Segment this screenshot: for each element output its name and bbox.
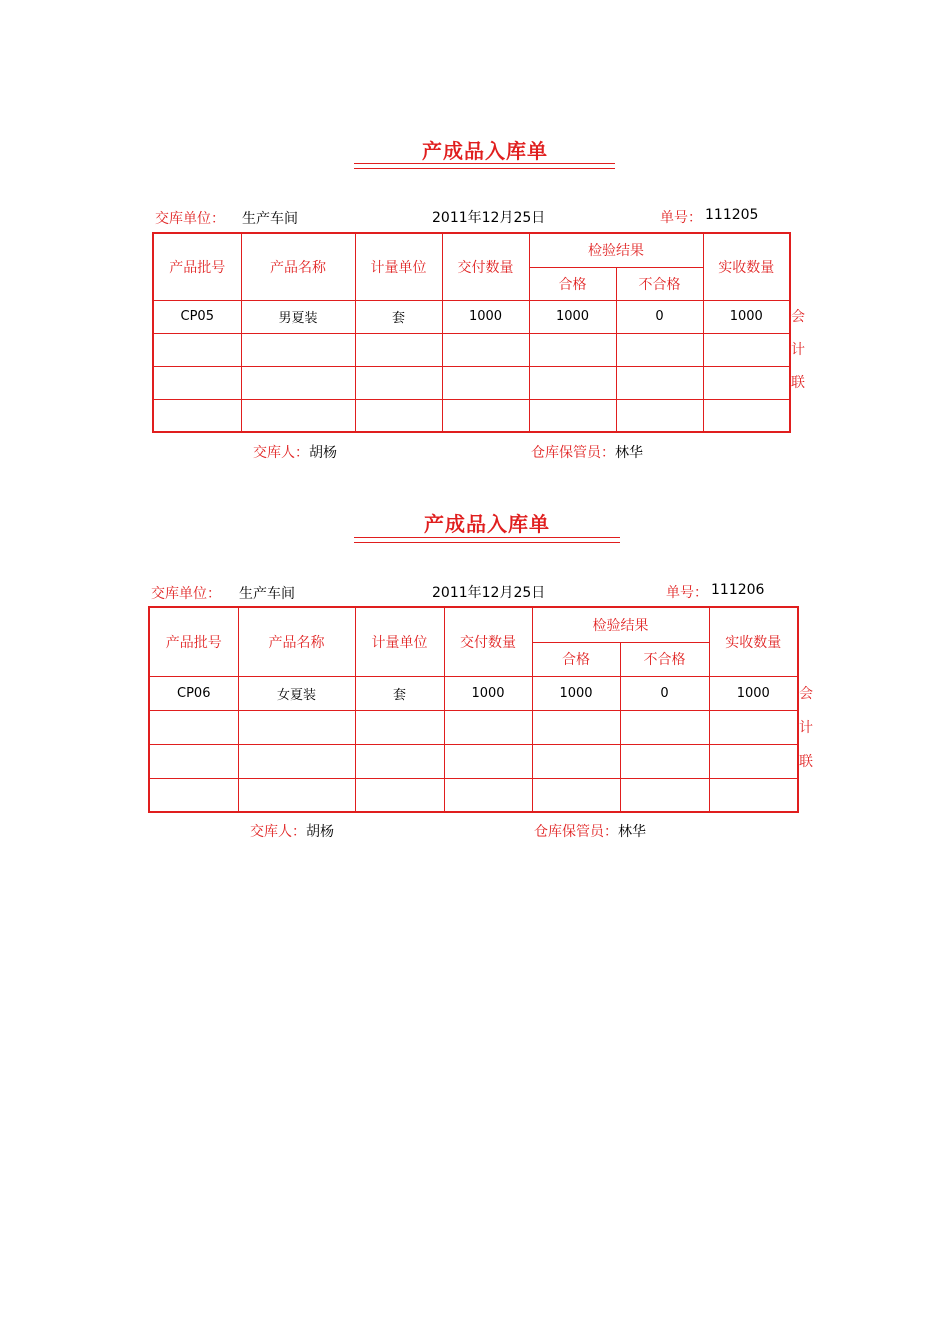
cell-name [238, 778, 355, 812]
cell-name: 女夏装 [238, 676, 355, 710]
header-inspection: 检验结果 [532, 607, 709, 642]
cell-delivered [442, 399, 529, 432]
cell-received [703, 333, 790, 366]
header-delivered: 交付数量 [444, 607, 532, 676]
header-received: 实收数量 [709, 607, 798, 676]
cell-fail [616, 366, 703, 399]
deliverer-value: 胡杨 [306, 824, 334, 840]
table-row [149, 676, 798, 710]
cell-fail [616, 399, 703, 432]
form-date: 2011年12月25日 [432, 585, 546, 601]
form-no-value: 111205 [705, 207, 759, 223]
header-delivered: 交付数量 [442, 233, 529, 300]
receipt-table [152, 232, 791, 433]
title-underline [354, 168, 615, 169]
cell-batch: CP06 [149, 676, 238, 710]
title-underline [354, 542, 620, 543]
keeper-value: 林华 [618, 824, 646, 840]
cell-fail [620, 710, 709, 744]
dept-label: 交库单位： [155, 211, 225, 227]
cell-name: 男夏装 [241, 300, 355, 333]
dept-value: 生产车间 [239, 586, 295, 602]
cell-pass: 1000 [532, 676, 620, 710]
cell-received [709, 710, 798, 744]
cell-fail [620, 744, 709, 778]
cell-delivered [444, 710, 532, 744]
keeper-label: 仓库保管员： [534, 824, 618, 840]
cell-pass [532, 710, 620, 744]
header-batch: 产品批号 [149, 607, 238, 676]
header-pass: 合格 [529, 267, 616, 300]
header-product-name: 产品名称 [241, 233, 355, 300]
cell-received: 1000 [703, 300, 790, 333]
deliverer-value: 胡杨 [309, 445, 337, 461]
header-pass: 合格 [532, 642, 620, 676]
cell-unit [355, 399, 442, 432]
cell-received [703, 399, 790, 432]
deliverer [250, 821, 334, 841]
deliverer-label: 交库人： [250, 824, 306, 840]
cell-pass [532, 744, 620, 778]
form-date: 2011年12月25日 [432, 210, 546, 226]
cell-batch: CP05 [153, 300, 241, 333]
table-row [149, 744, 798, 778]
side-char: 联 [791, 375, 805, 391]
cell-received: 1000 [709, 676, 798, 710]
warehouse-keeper [534, 821, 646, 841]
cell-batch [153, 366, 241, 399]
cell-delivered [444, 744, 532, 778]
form-no-label: 单号： [660, 210, 702, 226]
cell-delivered [442, 333, 529, 366]
cell-unit [355, 744, 444, 778]
cell-batch [149, 778, 238, 812]
cell-fail: 0 [616, 300, 703, 333]
side-label-accounting-copy [796, 677, 816, 779]
table-row [153, 333, 790, 366]
side-char: 会 [791, 309, 805, 325]
cell-pass [532, 778, 620, 812]
cell-fail: 0 [620, 676, 709, 710]
cell-unit [355, 778, 444, 812]
cell-batch [153, 333, 241, 366]
cell-received [703, 366, 790, 399]
cell-name [241, 399, 355, 432]
cell-pass: 1000 [529, 300, 616, 333]
cell-fail [616, 333, 703, 366]
dept-value: 生产车间 [242, 211, 298, 227]
header-fail: 不合格 [620, 642, 709, 676]
table-row [149, 710, 798, 744]
cell-name [238, 710, 355, 744]
header-batch: 产品批号 [153, 233, 241, 300]
deliverer [253, 442, 337, 462]
cell-received [709, 778, 798, 812]
header-product-name: 产品名称 [238, 607, 355, 676]
cell-fail [620, 778, 709, 812]
cell-name [241, 333, 355, 366]
header-fail: 不合格 [616, 267, 703, 300]
cell-pass [529, 399, 616, 432]
cell-delivered [442, 366, 529, 399]
header-unit: 计量单位 [355, 607, 444, 676]
keeper-value: 林华 [615, 445, 643, 461]
cell-batch [149, 744, 238, 778]
cell-pass [529, 366, 616, 399]
keeper-label: 仓库保管员： [531, 445, 615, 461]
cell-received [709, 744, 798, 778]
dept-label: 交库单位： [151, 586, 221, 602]
cell-name [241, 366, 355, 399]
table-row [153, 366, 790, 399]
table-row [153, 399, 790, 432]
cell-name [238, 744, 355, 778]
cell-unit [355, 333, 442, 366]
receipt-table [148, 606, 799, 813]
table-row [149, 778, 798, 812]
form-title: 产成品入库单 [424, 512, 550, 536]
title-underline [354, 537, 620, 538]
side-label-accounting-copy [788, 301, 808, 400]
side-char: 会 [799, 686, 813, 702]
form-no-label: 单号： [666, 585, 708, 601]
side-char: 计 [799, 720, 813, 736]
cell-delivered: 1000 [442, 300, 529, 333]
cell-delivered [444, 778, 532, 812]
warehouse-keeper [531, 442, 643, 462]
cell-unit [355, 710, 444, 744]
form-no-value: 111206 [711, 582, 765, 598]
cell-pass [529, 333, 616, 366]
header-inspection: 检验结果 [529, 233, 703, 267]
cell-unit: 套 [355, 300, 442, 333]
table-row [153, 300, 790, 333]
header-received: 实收数量 [703, 233, 790, 300]
side-char: 联 [799, 754, 813, 770]
cell-batch [149, 710, 238, 744]
cell-batch [153, 399, 241, 432]
form-title: 产成品入库单 [422, 139, 548, 163]
cell-delivered: 1000 [444, 676, 532, 710]
cell-unit: 套 [355, 676, 444, 710]
title-underline [354, 163, 615, 164]
side-char: 计 [791, 342, 805, 358]
header-unit: 计量单位 [355, 233, 442, 300]
deliverer-label: 交库人： [253, 445, 309, 461]
cell-unit [355, 366, 442, 399]
